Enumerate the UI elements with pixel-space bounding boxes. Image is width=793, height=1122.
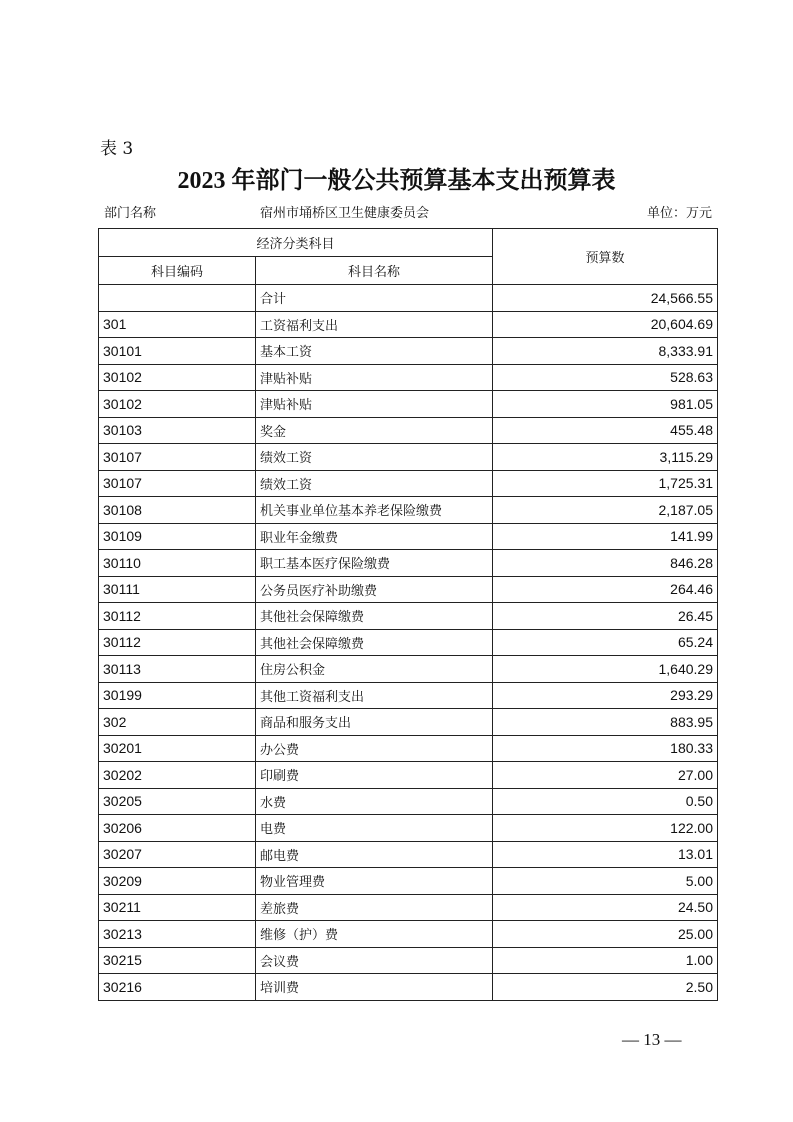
cell-name: 物业管理费 <box>256 868 493 895</box>
cell-name: 其他工资福利支出 <box>256 682 493 709</box>
table-row <box>99 921 718 948</box>
cell-name: 公务员医疗补助缴费 <box>256 576 493 603</box>
table-row <box>99 550 718 577</box>
cell-name: 差旅费 <box>256 894 493 921</box>
cell-amount: 981.05 <box>493 391 718 418</box>
cell-code: 30109 <box>99 523 256 550</box>
cell-amount: 1,725.31 <box>493 470 718 497</box>
cell-amount: 20,604.69 <box>493 311 718 338</box>
cell-code: 30103 <box>99 417 256 444</box>
cell-code: 30111 <box>99 576 256 603</box>
cell-code: 30101 <box>99 338 256 365</box>
dept-label: 部门名称 <box>104 206 157 221</box>
cell-name: 维修（护）费 <box>256 921 493 948</box>
cell-code: 30206 <box>99 815 256 842</box>
cell-code: 30107 <box>99 470 256 497</box>
cell-amount: 2,187.05 <box>493 497 718 524</box>
cell-code: 30213 <box>99 921 256 948</box>
cell-amount: 65.24 <box>493 629 718 656</box>
cell-amount: 293.29 <box>493 682 718 709</box>
cell-amount: 1.00 <box>493 947 718 974</box>
table-row <box>99 523 718 550</box>
table-row <box>99 285 718 312</box>
budget-table <box>98 228 718 1001</box>
table-label: 表 3 <box>100 139 134 159</box>
cell-code: 30215 <box>99 947 256 974</box>
table-row <box>99 470 718 497</box>
table-row <box>99 974 718 1001</box>
cell-name: 邮电费 <box>256 841 493 868</box>
table-row <box>99 947 718 974</box>
cell-name: 绩效工资 <box>256 444 493 471</box>
cell-name: 会议费 <box>256 947 493 974</box>
cell-code: 30108 <box>99 497 256 524</box>
cell-code: 30112 <box>99 603 256 630</box>
cell-amount: 5.00 <box>493 868 718 895</box>
cell-name: 绩效工资 <box>256 470 493 497</box>
cell-code: 30113 <box>99 656 256 683</box>
table-row <box>99 603 718 630</box>
table-row <box>99 364 718 391</box>
cell-amount: 528.63 <box>493 364 718 391</box>
cell-name: 奖金 <box>256 417 493 444</box>
cell-code: 30216 <box>99 974 256 1001</box>
cell-name: 职业年金缴费 <box>256 523 493 550</box>
cell-name: 工资福利支出 <box>256 311 493 338</box>
cell-code: 30205 <box>99 788 256 815</box>
table-row <box>99 762 718 789</box>
cell-code: 30202 <box>99 762 256 789</box>
table-row <box>99 709 718 736</box>
cell-amount: 26.45 <box>493 603 718 630</box>
cell-name: 机关事业单位基本养老保险缴费 <box>256 497 493 524</box>
header-code: 科目编码 <box>99 257 256 285</box>
cell-amount: 8,333.91 <box>493 338 718 365</box>
cell-name: 电费 <box>256 815 493 842</box>
cell-code: 30207 <box>99 841 256 868</box>
cell-code: 30211 <box>99 894 256 921</box>
cell-code: 30199 <box>99 682 256 709</box>
table-row <box>99 311 718 338</box>
cell-name: 商品和服务支出 <box>256 709 493 736</box>
cell-name: 合计 <box>256 285 493 312</box>
cell-code: 30110 <box>99 550 256 577</box>
cell-amount: 264.46 <box>493 576 718 603</box>
header-amount: 预算数 <box>493 229 718 285</box>
cell-amount: 455.48 <box>493 417 718 444</box>
table-row <box>99 338 718 365</box>
table-row <box>99 815 718 842</box>
cell-amount: 122.00 <box>493 815 718 842</box>
cell-amount: 27.00 <box>493 762 718 789</box>
table-row <box>99 682 718 709</box>
header-name: 科目名称 <box>256 257 493 285</box>
cell-name: 办公费 <box>256 735 493 762</box>
cell-amount: 25.00 <box>493 921 718 948</box>
cell-code <box>99 285 256 312</box>
cell-amount: 24,566.55 <box>493 285 718 312</box>
cell-amount: 13.01 <box>493 841 718 868</box>
cell-name: 其他社会保障缴费 <box>256 629 493 656</box>
table-row <box>99 735 718 762</box>
cell-name: 津贴补贴 <box>256 364 493 391</box>
cell-name: 水费 <box>256 788 493 815</box>
cell-code: 30201 <box>99 735 256 762</box>
cell-name: 印刷费 <box>256 762 493 789</box>
table-row <box>99 656 718 683</box>
page-number: — 13 — <box>622 1030 682 1049</box>
cell-name: 职工基本医疗保险缴费 <box>256 550 493 577</box>
cell-name: 其他社会保障缴费 <box>256 603 493 630</box>
table-row <box>99 868 718 895</box>
cell-code: 30107 <box>99 444 256 471</box>
dept-name: 宿州市埇桥区卫生健康委员会 <box>260 206 430 221</box>
cell-amount: 0.50 <box>493 788 718 815</box>
table-row <box>99 788 718 815</box>
table-row <box>99 841 718 868</box>
cell-amount: 883.95 <box>493 709 718 736</box>
page-title: 2023 年部门一般公共预算基本支出预算表 <box>177 168 616 194</box>
cell-amount: 3,115.29 <box>493 444 718 471</box>
table-row <box>99 417 718 444</box>
cell-name: 住房公积金 <box>256 656 493 683</box>
table-row <box>99 576 718 603</box>
table-row <box>99 391 718 418</box>
cell-amount: 2.50 <box>493 974 718 1001</box>
cell-code: 301 <box>99 311 256 338</box>
cell-code: 30102 <box>99 364 256 391</box>
cell-code: 302 <box>99 709 256 736</box>
table-row <box>99 894 718 921</box>
cell-amount: 846.28 <box>493 550 718 577</box>
table-row <box>99 444 718 471</box>
cell-amount: 24.50 <box>493 894 718 921</box>
cell-name: 津贴补贴 <box>256 391 493 418</box>
cell-amount: 141.99 <box>493 523 718 550</box>
cell-code: 30209 <box>99 868 256 895</box>
cell-code: 30112 <box>99 629 256 656</box>
table-row <box>99 497 718 524</box>
cell-code: 30102 <box>99 391 256 418</box>
cell-name: 基本工资 <box>256 338 493 365</box>
cell-amount: 180.33 <box>493 735 718 762</box>
unit-label: 单位：万元 <box>647 206 713 221</box>
table-row <box>99 629 718 656</box>
cell-amount: 1,640.29 <box>493 656 718 683</box>
cell-name: 培训费 <box>256 974 493 1001</box>
header-group: 经济分类科目 <box>99 229 493 257</box>
